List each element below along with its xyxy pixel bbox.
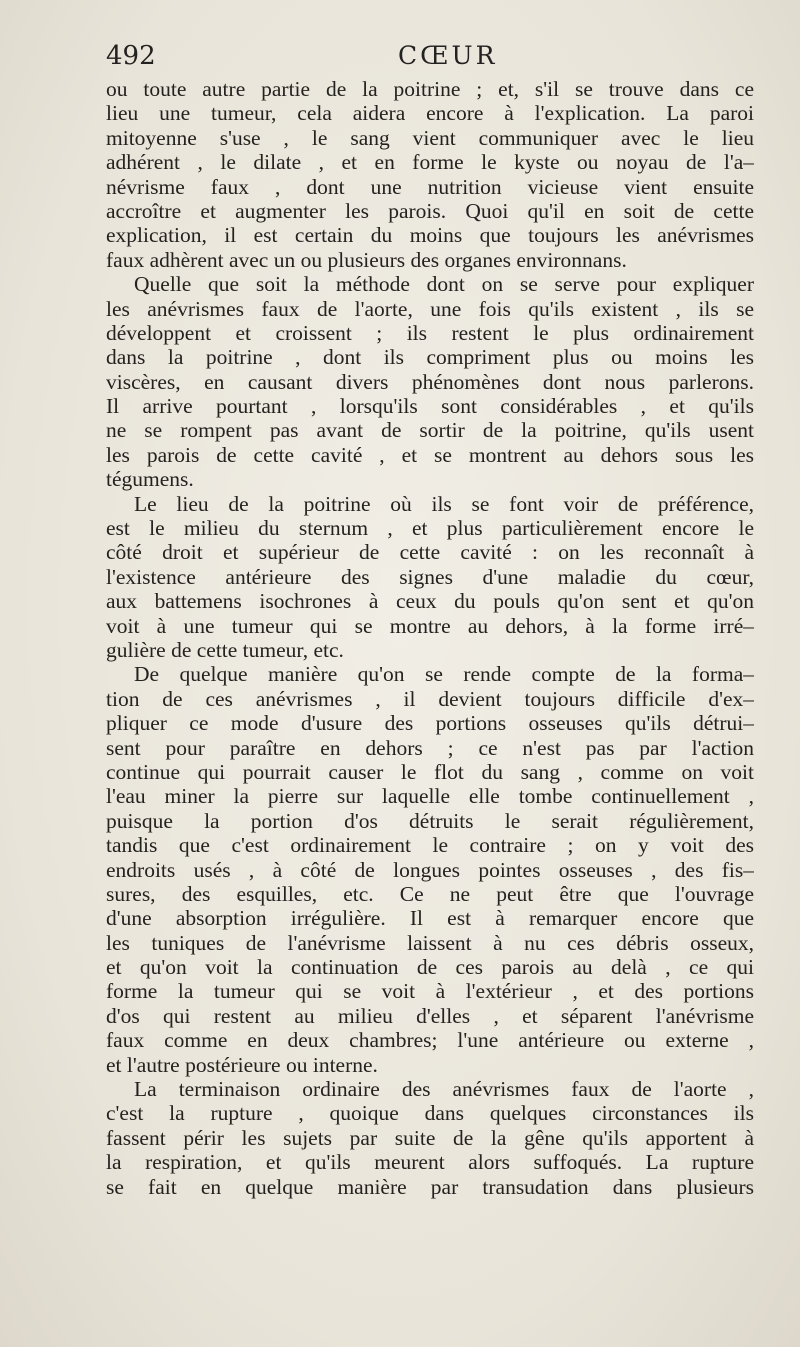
text-line: Le lieu de la poitrine où ils se font voir de préférence, <box>134 491 754 516</box>
text-line: c'est la rupture , quoique dans quelques circonstances ils <box>106 1101 754 1126</box>
text-line: l'existence antérieure des signes d'une maladie du cœur, <box>106 564 754 589</box>
text-line: l'eau miner la pierre sur laquelle elle tombe continuellement , <box>106 784 754 809</box>
page-header <box>106 36 754 76</box>
text-line: viscères, en causant divers phénomènes dont nous parlerons. <box>106 369 754 394</box>
text-line: pliquer ce mode d'usure des portions osseuses qu'ils détrui– <box>106 711 754 736</box>
text-line: mitoyenne s'use , le sang vient communiquer avec le lieu <box>106 125 754 150</box>
text-line: accroître et augmenter les parois. Quoi qu'il en soit de cette <box>106 198 754 223</box>
text-line: ou toute autre partie de la poitrine ; et, s'il se trouve dans ce <box>106 77 754 101</box>
body-text <box>106 77 754 1199</box>
text-line: voit à une tumeur qui se montre au dehors, à la forme irré– <box>106 613 754 638</box>
text-line: la respiration, et qu'ils meurent alors suffoqués. La rupture <box>106 1150 754 1175</box>
text-line: les tuniques de l'anévrisme laissent à nu ces débris osseux, <box>106 930 754 955</box>
text-line: est le milieu du sternum , et plus particulièrement encore le <box>106 516 754 541</box>
text-line: sures, des esquilles, etc. Ce ne peut être que l'ouvrage <box>106 881 754 906</box>
text-line: endroits usés , à côté de longues pointes osseuses , des fis– <box>106 857 754 882</box>
text-line: se fait en quelque manière par transudation dans plusieurs <box>106 1174 754 1199</box>
text-line: lieu une tumeur, cela aidera encore à l'explication. La paroi <box>106 101 754 126</box>
text-line: adhérent , le dilate , et en forme le kyste ou noyau de l'a– <box>106 150 754 175</box>
text-line: La terminaison ordinaire des anévrismes faux de l'aorte , <box>134 1077 754 1102</box>
text-line: sent pour paraître en dehors ; ce n'est pas par l'action <box>106 735 754 760</box>
text-line: aux battemens isochrones à ceux du pouls qu'on sent et qu'on <box>106 589 754 614</box>
text-line: faux comme en deux chambres; l'une antérieure ou externe , <box>106 1028 754 1053</box>
text-line: continue qui pourrait causer le flot du sang , comme on voit <box>106 759 754 784</box>
text-line: d'os qui restent au milieu d'elles , et séparent l'anévrisme <box>106 1003 754 1028</box>
text-line: puisque la portion d'os détruits le serait régulièrement, <box>106 808 754 833</box>
text-line: Quelle que soit la méthode dont on se serve pour expliquer <box>134 272 754 297</box>
text-line: gulière de cette tumeur, etc. <box>106 637 344 662</box>
text-line: tandis que c'est ordinairement le contraire ; on y voit des <box>106 833 754 858</box>
text-line: Il arrive pourtant , lorsqu'ils sont considérables , et qu'ils <box>106 394 754 419</box>
text-line: tégumens. <box>106 467 194 492</box>
text-line: les anévrismes faux de l'aorte, une fois qu'ils existent , ils se <box>106 296 754 321</box>
page-number: 492 <box>106 41 156 71</box>
text-line: névrisme faux , dont une nutrition vicieuse vient ensuite <box>106 174 754 199</box>
running-head: CŒUR <box>398 41 498 70</box>
text-line: côté droit et supérieur de cette cavité : on les reconnaît à <box>106 540 754 565</box>
text-line: ne se rompent pas avant de sortir de la poitrine, qu'ils usent <box>106 418 754 443</box>
text-line: explication, il est certain du moins que toujours les anévrismes <box>106 223 754 248</box>
text-line: développent et croissent ; ils restent le plus ordinairement <box>106 320 754 345</box>
text-line: tion de ces anévrismes , il devient toujours difficile d'ex– <box>106 686 754 711</box>
text-line: forme la tumeur qui se voit à l'extérieur , et des portions <box>106 979 754 1004</box>
text-line: les parois de cette cavité , et se montrent au dehors sous les <box>106 442 754 467</box>
text-line: faux adhèrent avec un ou plusieurs des organes environnans. <box>106 247 627 272</box>
text-line: d'une absorption irrégulière. Il est à remarquer encore que <box>106 906 754 931</box>
text-line: et qu'on voit la continuation de ces parois au delà , ce qui <box>106 955 754 980</box>
text-line: fassent périr les sujets par suite de la gêne qu'ils apportent à <box>106 1125 754 1150</box>
text-line: De quelque manière qu'on se rende compte de la forma– <box>134 662 754 687</box>
text-line: et l'autre postérieure ou interne. <box>106 1052 378 1077</box>
text-line: dans la poitrine , dont ils compriment plus ou moins les <box>106 345 754 370</box>
